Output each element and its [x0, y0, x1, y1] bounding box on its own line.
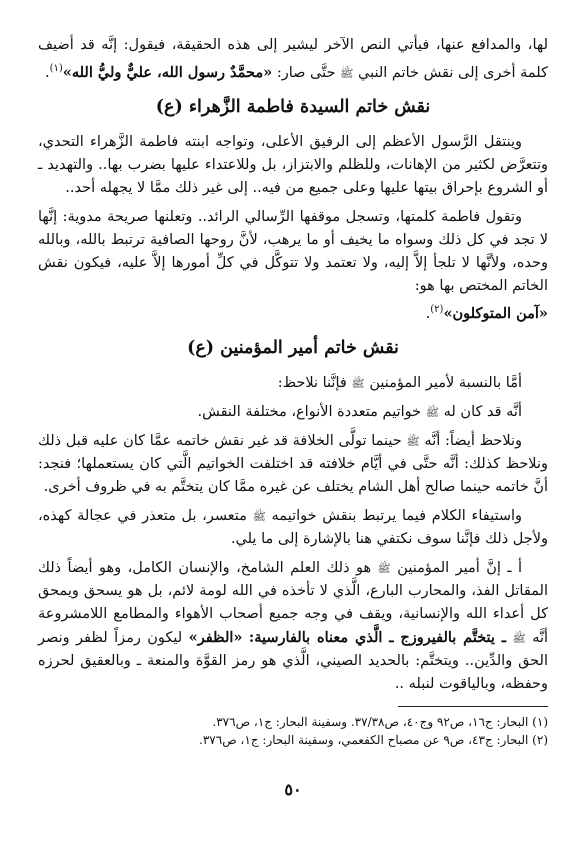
salutation-glyph: ﷺ — [425, 405, 440, 419]
p4-text-b: فإنَّنا نلاحظ: — [277, 374, 347, 391]
footnote-ref-1[interactable]: (١) — [49, 63, 63, 74]
salutation-glyph: ﷺ — [512, 631, 526, 645]
p5-text-a: أنَّه قد كان له — [443, 403, 522, 420]
p6-text-b: حينما تولَّى الخلافة قد غير نقش خاتمه عمَّا كان عليه قبل ذلك ونلاحظ كذلك: أنَّه حتَّى في أيَّام خلافته قد اختلفت الخواتيم الَّتي كان يستعملها؛ فنجد: أنَّ خاتمه حينما صالح أهل الشام يختلف عن غيره ممَّا كان يتختَّم به في ظروف أخرى. — [38, 432, 548, 495]
ring-inscription-quote: «محمَّدٌ رسول الله، عليٌّ وليُّ الله» — [62, 63, 273, 81]
p8-text-e: ليكون رمزاً لظفر ونصر الحق والدِّين.. ويتختَّم: بالحديد الصيني، الَّذي هو رمز القوَّة والمنعة ـ وبالعقيق لحرزه وحفظه، وبالياقوت لنبله .. — [38, 629, 548, 692]
ring-inscription-quote: «آمن المتوكلون» — [443, 304, 548, 322]
paragraph: وتقول فاطمة كلمتها، وتسجل موقفها الرِّسالي الرائد.. وتعلنها صريحة مدوية: إنَّها لا تجد في كل ذلك وسواه ما يخيف أو ما يرهب، لأنَّ روحها الصافية ترتبط بالله، وبالله وحده، ولأنَّها لا تلجأ إلاَّ إليه، ولا تعتمد ولا تتوكَّل في كلِّ أمورها إلاَّ عليه، فيكون نقش الخاتم المختص بها هو: «آمن المتوكلون»$^{(٢)}$. — [38, 208, 548, 322]
paragraph: وينتقل الرَّسول الأعظم إلى الرفيق الأعلى، وتواجه ابنته فاطمة الزَّهراء التحدي، وتتعرَّض لكثير من الإهانات، وللظلم والابتزاز، بل وللاعتداء عليها بضرب بها.. والتهديد ـ أو الشروع بإحراق بيتها عليها وعلى جميع من فيه.. إلى غير ذلك ممَّا لا يجهله أحد.. — [38, 133, 548, 196]
page-number: ٥٠ — [284, 780, 302, 799]
salutation-glyph: ﷺ — [252, 509, 266, 523]
p8-text-c: ـ يتختَّم بالفيروزج ـ الَّذي معناه بالفارسية: — [248, 628, 507, 646]
p7-text-a: واستيفاء الكلام فيما يرتبط بنقش خواتيمه — [271, 507, 522, 524]
section-heading-amir: نقش خاتم أمير المؤمنين (ع) — [187, 337, 399, 358]
p6-text-a: ونلاحظ أيضاً: أنَّه — [424, 432, 523, 449]
footnote-divider — [398, 706, 548, 707]
footnote-1: (١) البحار: ج١٦، ص٩٢ وج٤٠، ص٣٧/٣٨. وسفينة البحار: ج١، ص٣٧٦. — [212, 715, 548, 729]
p8-quote: «الظفر» — [188, 628, 243, 646]
p8-text-b: هو ذلك العلم الشامخ، والإنسان الكامل، وهو أيضاً ذلك المقاتل الفذ، والمحارب البارع، الَّذي لا تأخذه في الله لومة لائم، بل هو يسحق ويمحق كل أعداء الله والإنسانية، ويقف في وجه جميع أصحاب الأهواء والمطامع اللامشروعة أنَّه — [38, 559, 549, 646]
footnote-2: (٢) البحار: ج٤٣، ص٩ عن مصباح الكفعمي، وسفينة البحار: ج١، ص٣٧٦. — [199, 733, 548, 747]
salutation-glyph: ﷺ — [351, 376, 365, 390]
paragraph — [38, 401, 548, 424]
footnote-ref-2[interactable]: (٢) — [430, 303, 444, 315]
p7-text-b: متعسر، بل متعذر في عجالة كهذه، ولأجل ذلك فإنَّنا سوف نكتفي هنا بالإشارة إلى ما يلي. — [38, 507, 548, 547]
footnotes — [38, 713, 548, 749]
p1-text: لها، والمدافع عنها، فيأتي النص الآخر ليشير إلى هذه الحقيقة، فيقول: إنَّه قد أضيف كلمة أخرى إلى نقش خاتم النبي — [38, 37, 548, 81]
paragraph — [38, 430, 548, 499]
p5-text-b: خواتيم متعددة الأنواع، مختلفة النقش. — [197, 403, 422, 420]
paragraph — [38, 557, 548, 696]
paragraph — [38, 505, 548, 551]
p4-text-a: أمَّا بالنسبة لأمير المؤمنين — [369, 374, 522, 391]
salutation-glyph: ﷺ — [406, 434, 420, 448]
p1-text-b: حتَّى صار: — [276, 64, 336, 81]
paragraph-continuation: لها، والمدافع عنها، فيأتي النص الآخر ليشير إلى هذه الحقيقة، فيقول: إنَّه قد أضيف كلمة أخرى إلى نقش خاتم النبي ﷺ حتَّى صار: «محمَّدٌ رسول الله، عليٌّ وليُّ الله»$^{(١)}$. — [38, 37, 548, 81]
salutation-glyph: ﷺ — [340, 66, 354, 80]
paragraph — [38, 372, 548, 395]
p8-text-a: أ ـ إنَّ أمير المؤمنين — [397, 559, 523, 576]
section-heading-fatima: نقش خاتم السيدة فاطمة الزَّهراء (ع) — [155, 96, 431, 117]
p3-text: وتقول فاطمة كلمتها، وتسجل موقفها الرِّسالي الرائد.. وتعلنها صريحة مدوية: إنَّها لا تجد في كل ذلك وسواه ما يخيف أو ما يرهب، لأنَّ روحها الصافية ترتبط بالله، وبالله وحده، ولأنَّها لا تلجأ إلاَّ إليه، ولا تعتمد ولا تتوكَّل في كلِّ أمورها إلاَّ عليه، فيكون نقش الخاتم المختص بها هو: — [38, 208, 548, 294]
salutation-glyph: ﷺ — [377, 561, 391, 575]
